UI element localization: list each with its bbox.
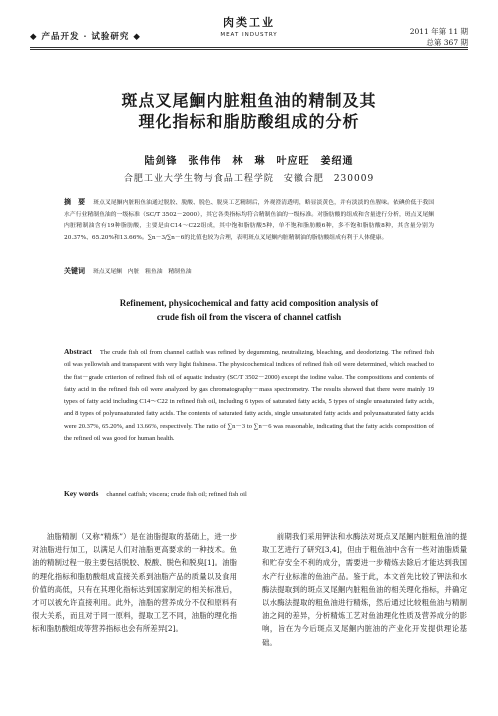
total-issue-number: 总第 367 期 bbox=[426, 38, 468, 47]
affiliation: 合肥工业大学生物与食品工程学院 安徽合肥 230009 bbox=[123, 174, 375, 184]
body-column-left: 油脂精制（又称“精炼”）是在油脂提取的基础上，进一步对油脂进行加工，以满足人们对油脂更高要求的一种技术。鱼油的精制过程一般主要包括脱胶、脱酸、脱色和脱臭[1]。油脂的理化指标和脂肪酸组成直接关系到油脂产品的质量以及食用价值的高低，只有在其理化指标达到国家制定的相关标准后，才可以被允许直接利用。此外，油脂的营养成分不仅和原料有很大关系，而且对于同一原料，提取工艺不同，油脂的理化指标和脂肪酸组成等营养指标也会有所差异[2]。 bbox=[32, 532, 237, 634]
title-line-2: 理化指标和脂肪酸组成的分析 bbox=[138, 112, 360, 131]
abstract-en-label: Abstract bbox=[64, 347, 92, 356]
keywords-en bbox=[64, 489, 434, 498]
article-title bbox=[0, 90, 498, 132]
keywords-en-label: Key words bbox=[64, 489, 99, 498]
keywords-label: 关键词 bbox=[64, 267, 85, 275]
abstract-label: 摘 要 bbox=[64, 198, 86, 206]
body-column-right: 前期我们采用钾法和水酶法对斑点叉尾鮰内脏粗鱼油的提取工艺进行了研究[3,4]，但由于粗鱼油中含有一些对油脂质量和贮存安全不利的成分，需要进一步精炼去除后才能达到我国水产行业标准的鱼油产品。鉴于此，本文首先比较了钾法和水酶法提取到的斑点叉尾鮰内脏粗鱼油的相关理化指标，并确定以水酶法提取的粗鱼油进行精炼，然后通过比较粗鱼油与精制油之间的差异，分析精炼工艺对鱼油理化性质及营养成分的影响，旨在为今后斑点叉尾鮰内脏油的产业化开发提供理论基础。 bbox=[262, 532, 467, 647]
issue-number: 2011 年第 11 期 bbox=[409, 27, 468, 36]
header-section-label: ◆ 产品开发 · 试验研究 ◆ bbox=[30, 32, 141, 42]
abstract-en-text: The crude fish oil from channel catfish was refined by degumming, neutralizing, bleaching, and deodorizing. The refined fish oil was yellowish and transparent with very light fishiness. The physicochemical indices of refined fish oil were determined, which reached to the fist－grade criterion of refined fish oil of aquatic industry (SC/T 3502－2000) except the iodine value. The compositions and contents of fatty acid in the refined fish oil were analyzed by gas chromatography－mass spectrometry. The results showed that there were mainly 19 types of fatty acid including C14～C22 in refined fish oil, including 6 types of saturated fatty acids, 5 types of single unsaturated fatty acids, and 8 types of polyunsaturated fatty acids. The contents of saturated fatty acids, single unsaturated fatty acids and polyunsaturated fatty acids were 20.37%, 65.20%, and 13.66%, respectively. The ratio of ∑n－3 to ∑n－6 was reasonable, indicating that the fatty acids composition of the refined oil was good for human health. bbox=[64, 349, 434, 443]
english-title-line-2: crude fish oil from the viscera of channel catfish bbox=[156, 312, 342, 322]
issue-info bbox=[410, 26, 468, 48]
english-title-line-1: Refinement, physicochemical and fatty acid composition analysis of bbox=[119, 298, 379, 308]
keywords-en-text: channel catfish; viscera; crude fish oil; refined fish oil bbox=[106, 491, 247, 498]
english-title bbox=[0, 296, 498, 324]
title-line-1: 斑点叉尾鮰内脏粗鱼油的精制及其 bbox=[121, 91, 377, 110]
abstract-en bbox=[64, 346, 434, 445]
journal-logo: 肉类工业 bbox=[223, 16, 275, 29]
keywords-cn bbox=[64, 266, 434, 276]
header-rule bbox=[30, 47, 468, 48]
header-rule-thin bbox=[30, 49, 468, 50]
keywords-text: 斑点叉尾鮰 内脏 粗鱼油 精制鱼油 bbox=[93, 269, 192, 275]
journal-english-name: MEAT INDUSTRY bbox=[220, 32, 278, 38]
abstract-cn bbox=[64, 197, 434, 244]
abstract-text: 斑点叉尾鮰内脏粗鱼油通过脱胶、脱酸、脱色、脱臭工艺精制后，外观澄清透明，略显淡黄色，并有淡淡的鱼腥味。依碘价低于我国水产行业精制鱼油的一级标准（SC/T 3502－2000），其它各类指标均符合精制鱼油的一级标准。对脂肪酸的组成和含量进行分析，斑点叉尾鮰内脏精制油含有19种脂肪酸，主要是由C14～C22组成，其中饱和脂肪酸5种，单不饱和脂肪酸6种，多不饱和脂肪酸8种，其含量分别为20.37%、65.20%和13.66%。∑n－3/∑n－6的比值也较为合理，表明斑点叉尾鮰内脏精制油的脂肪酸组成有利于人体健康。 bbox=[64, 200, 434, 241]
author-list: 陆剑锋 张伟伟 林 琳 叶应旺 姜绍通 bbox=[144, 156, 354, 167]
